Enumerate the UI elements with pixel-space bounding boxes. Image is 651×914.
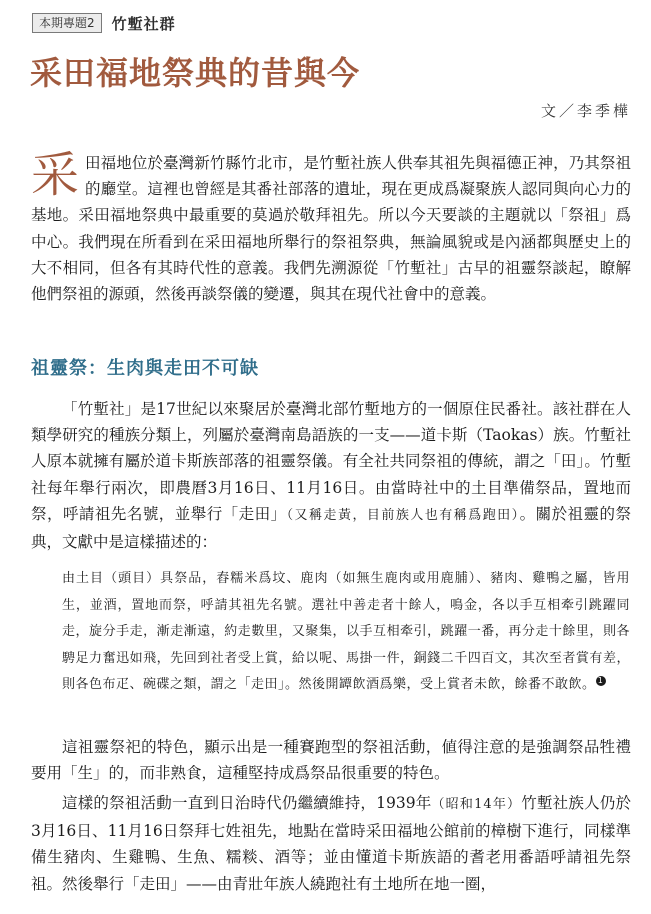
quote-text: 由土目（頭目）具祭品，舂糯米爲坟、鹿肉（如無生鹿肉或用鹿脯）、豬肉、雞鴨之屬，皆用生，並酒，置地而祭，呼請其祖先名號。選社中善走者十餘人，鳴金，各以手互相牽引跳躍同走，旋分手走，漸走漸遠，約走數里，又聚集，以手互相牽引，跳躍一番，再分走十餘里，則各騁足力奮迅如飛，先回到社者受上賞，給以呢、馬掛一件，銅錢二千四百文，其次至者賞有差，則各色布疋、碗碟之類，謂之「走田」。然後開罈飲酒爲樂，受上賞者未飲，餘番不敢飲。 [62, 571, 630, 692]
issue-tag: 本期專題2 [32, 13, 102, 33]
byline: 文／李季樺 [540, 102, 631, 120]
intro-paragraph [31, 147, 631, 307]
paragraph-1-text-b: 。關於祖靈的祭典，文獻中是這樣描述的： [31, 504, 631, 552]
paragraph-3-text-b: 竹塹社族人仍於3月16日、11月16日祭拜七姓祖先，地點在當時采田福地公館前的樟樹下進行，同樣準備生豬肉、生雞鴨、生魚、糯䊏、酒等；並由懂道卡斯族語的耆老用番語呼請祖先祭祖。然後舉行「走田」——由青壯年族人繞跑社有土地所在地一圈， [31, 794, 631, 893]
section-heading: 祖靈祭：生肉與走田不可缺 [31, 358, 259, 379]
dropcap: 采 [31, 147, 80, 203]
article-title: 采田福地祭典的昔與今 [30, 54, 361, 92]
paragraph-3-text-a: 這樣的祭祖活動一直到日治時代仍繼續維持，1939年 [62, 794, 432, 812]
footnote-marker[interactable]: 1 [596, 676, 606, 686]
header [32, 12, 176, 34]
paragraph-3 [31, 790, 631, 897]
intro-text: 田福地位於臺灣新竹縣竹北市，是竹塹社族人供奉其祖先與福德正神，乃其祭祖的廳堂。這裡也曾經是其番社部落的遺址，現在更成爲凝聚族人認同與向心力的基地。采田福地祭典中最重要的莫過於敬拜祖先。所以今天要談的主題就以「祭祖」爲中心。我們現在所看到在采田福地所舉行的祭祖祭典，無論風貌或是內涵都與歷史上的大不相同，但各有其時代性的意義。我們先溯源從「竹塹社」古早的祖靈祭談起，瞭解他們祭祖的源頭，然後再談祭儀的變遷，與其在現代社會中的意義。 [31, 154, 631, 304]
paragraph-1-text-a: 「竹塹社」是17世紀以來聚居於臺灣北部竹塹地方的一個原住民番社。該社群在人類學研究的種族分類上，列屬於臺灣南島語族的一支——道卡斯（Taokas）族。竹塹社人原本就擁有屬於道卡斯族部落的祖靈祭儀。有全社共同祭祖的傳統，謂之「田」。竹塹社每年舉行兩次，即農曆3月16日、11月16日。由當時社中的土目準備祭品，置地而祭，呼請祖先名號，並舉行「走田」 [31, 400, 631, 523]
paragraph-3-note: （昭和14年） [431, 797, 522, 812]
paragraph-1 [31, 396, 631, 555]
series-title: 竹塹社群 [111, 14, 176, 33]
paragraph-2: 這祖靈祭祀的特色，顯示出是一種賽跑型的祭祖活動，値得注意的是強調祭品牲禮要用「生」的，而非熟食，這種堅持成爲祭品很重要的特色。 [31, 738, 631, 783]
block-quote [62, 566, 630, 699]
paragraph-1-note: （又稱走黃，目前族人也有稱爲跑田） [286, 507, 520, 523]
